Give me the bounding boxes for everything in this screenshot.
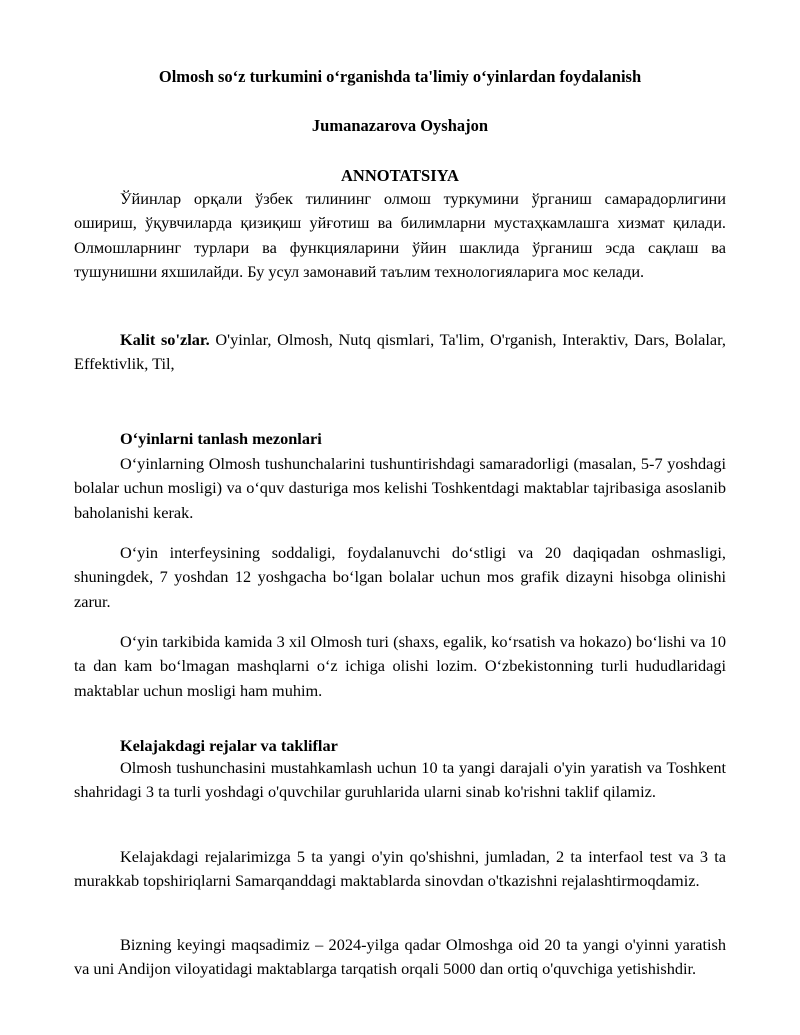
annotation-paragraph: Ўйинлар орқали ўзбек тилининг олмош туркумини ўрганиш самарадорлигини ошириш, ўқувчиларда қизиқиш уйғотиш ва билимларни мустаҳкамлашга хизмат қилади. Олмошларнинг турлари ва функцияларини ўйин шаклида ўрганиш эсда сақлаш ва тушунишни яхшилайди. Бу усул замонавий таълим технологияларига мос келади. xyxy=(74,189,726,282)
section-heading-criteria: O‘yinlarni tanlash mezonlari xyxy=(120,429,322,448)
annotation-heading: ANNOTATSIYA xyxy=(341,166,459,185)
paragraph: O‘yin tarkibida kamida 3 xil Olmosh turi (shaxs, egalik, ko‘rsatish va hokazo) bo‘lishi va 10 ta dan kam bo‘lmagan mashqlarni o‘z ichiga olishi lozim. O‘zbekistonning turli hududlaridagi maktablar uchun mosligi ham muhim. xyxy=(74,632,726,700)
keywords-paragraph xyxy=(74,328,726,377)
keywords-list: O'yinlar, Olmosh, Nutq qismlari, Ta'lim, O'rganish, Interaktiv, Dars, Bolalar, Effektivlik, Til, xyxy=(74,330,726,374)
paragraph: O‘yin interfeysining soddaligi, foydalanuvchi do‘stligi va 20 daqiqadan oshmasligi, shuningdek, 7 yoshdan 12 yoshgacha bo‘lgan bolalar uchun mos grafik dizayni hisobga olinishi zarur. xyxy=(74,543,726,611)
keywords-label: Kalit so'zlar. xyxy=(120,330,210,349)
document-title: Olmosh so‘z turkumini o‘rganishda ta'limiy o‘yinlardan foydalanish xyxy=(158,67,642,86)
paragraph: O‘yinlarning Olmosh tushunchalarini tushuntirishdagi samaradorligi (masalan, 5-7 yoshdagi bolalar uchun mosligi) va o‘quv dasturiga mos kelishi Toshkentdagi maktablar tajribasiga asoslanib baholanishi kerak. xyxy=(74,454,726,522)
paragraph: Olmosh tushunchasini mustahkamlash uchun 10 ta yangi darajali o'yin yaratish va Toshkent shahridagi 3 ta turli yoshdagi o'quvchilar guruhlarida ularni sinab ko'rishni taklif qilamiz. xyxy=(74,758,726,802)
author-name: Jumanazarova Oyshajon xyxy=(311,116,489,135)
section-heading-plans: Kelajakdagi rejalar va takliflar xyxy=(120,736,338,755)
paragraph: Bizning keyingi maqsadimiz – 2024-yilga qadar Olmoshga oid 20 ta yangi o'yinni yaratish va uni Andijon viloyatidagi maktablarga tarqatish orqali 5000 dan ortiq o'quvchiga yetishishdir. xyxy=(74,935,726,979)
paragraph: Kelajakdagi rejalarimizga 5 ta yangi o'yin qo'shishni, jumladan, 2 ta interfaol test va 3 ta murakkab topshiriqlarni Samarqanddagi maktablarda sinovdan o'tkazishni rejalashtirmoqdamiz. xyxy=(74,847,726,891)
